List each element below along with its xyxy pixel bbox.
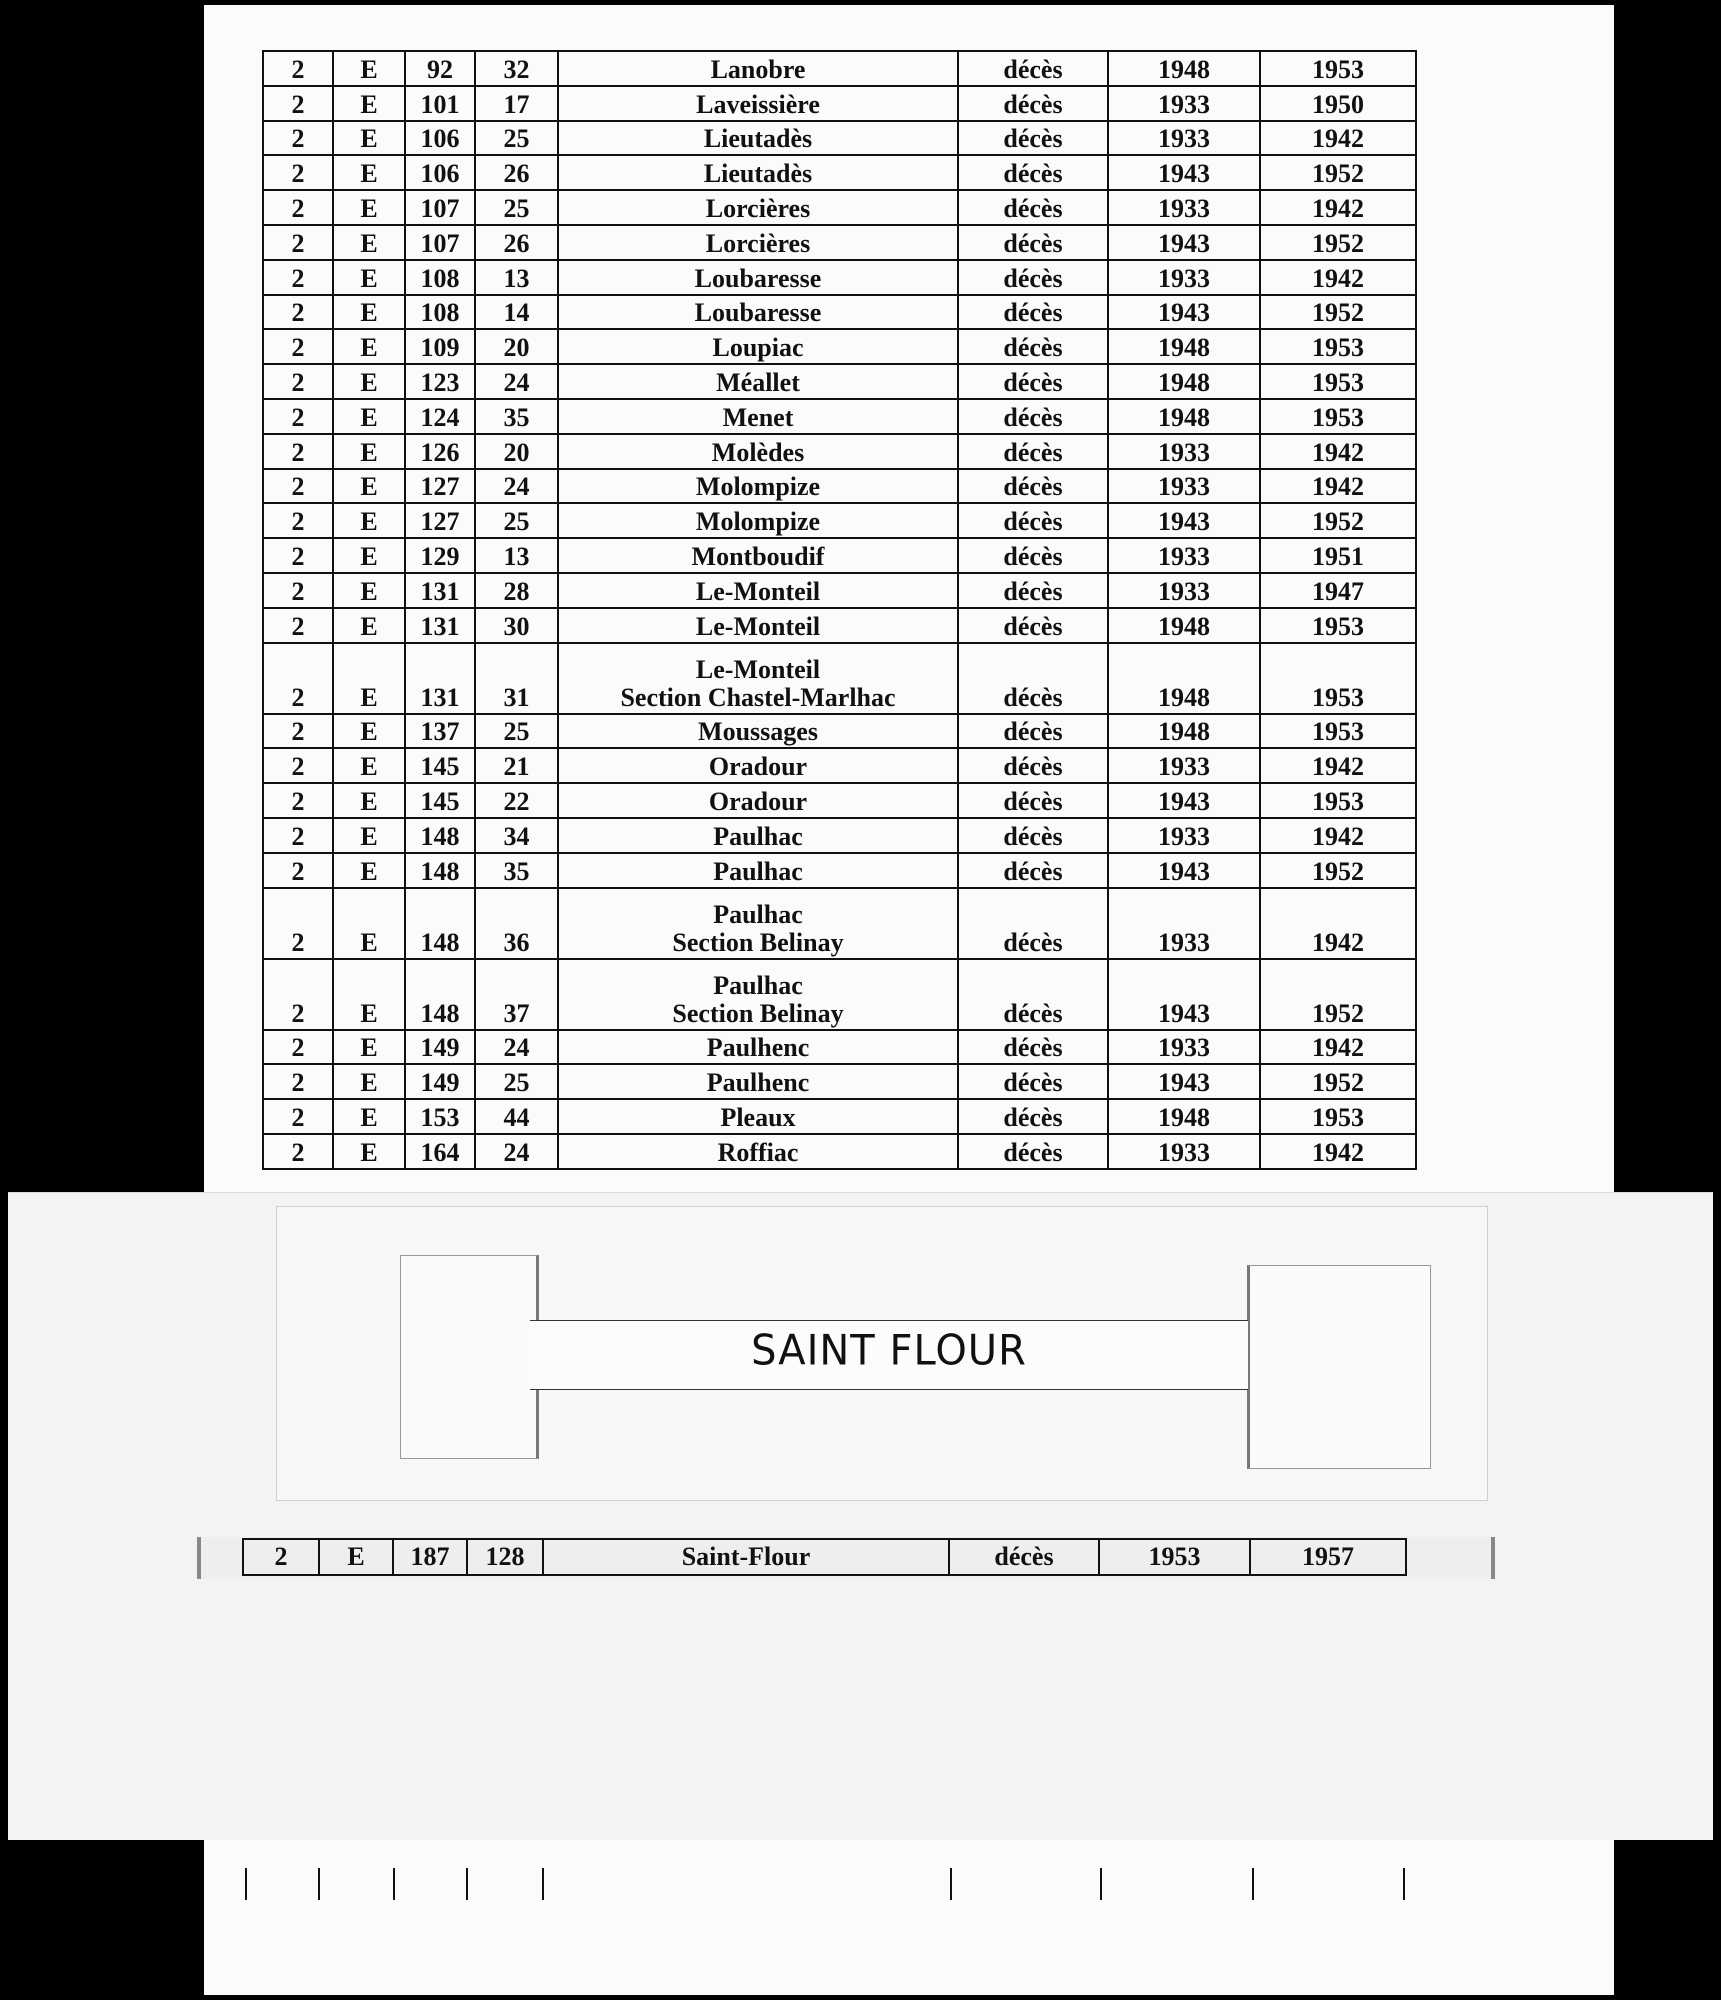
footer-table (242, 1538, 1407, 1576)
cell-volume: 30 (475, 608, 558, 643)
cell-number: 123 (405, 364, 475, 399)
cell-series: 2 (263, 748, 333, 783)
table-row (263, 818, 1416, 853)
cell-commune (558, 643, 958, 714)
cell-number: 149 (405, 1030, 475, 1065)
cell-type: décès (958, 295, 1108, 330)
cell-type: décès (958, 1064, 1108, 1099)
cell-number: 145 (405, 783, 475, 818)
cell-volume: 28 (475, 573, 558, 608)
divider-tab-left (400, 1255, 539, 1459)
register-table (262, 50, 1417, 1170)
cell-number: 145 (405, 748, 475, 783)
section-line: Section Belinay (672, 998, 844, 1028)
cell-type: décès (958, 399, 1108, 434)
cell-volume: 25 (475, 503, 558, 538)
cell-series: 2 (263, 1030, 333, 1065)
cell-volume: 26 (475, 225, 558, 260)
cell-commune: Lorcières (558, 190, 958, 225)
commune-line: Le-Monteil (695, 654, 821, 684)
cell-series: 2 (263, 643, 333, 714)
cell-volume: 36 (475, 888, 558, 959)
cell-year-to: 1952 (1260, 853, 1416, 888)
cell-year-to: 1953 (1260, 51, 1416, 86)
cell-volume: 31 (475, 643, 558, 714)
cell-year-from: 1948 (1108, 1099, 1260, 1134)
cell-year-to: 1952 (1260, 225, 1416, 260)
cell-letter: E (333, 155, 405, 190)
cell-year-from: 1933 (1108, 434, 1260, 469)
cell-type: décès (958, 818, 1108, 853)
cell-series: 2 (263, 853, 333, 888)
cell-letter: E (333, 260, 405, 295)
cell-volume: 25 (475, 1064, 558, 1099)
cell-year-to: 1942 (1260, 1030, 1416, 1065)
table-row (263, 748, 1416, 783)
cell-type: décès (958, 86, 1108, 121)
cell-volume: 13 (475, 260, 558, 295)
cell-year-to: 1953 (1260, 643, 1416, 714)
cell-type: décès (958, 748, 1108, 783)
cell-series: 2 (263, 783, 333, 818)
cell-year-to: 1952 (1260, 295, 1416, 330)
cell-year-from: 1943 (1108, 295, 1260, 330)
cell-type: décès (958, 469, 1108, 504)
cell-commune: Molompize (558, 503, 958, 538)
cell-year-to: 1942 (1260, 818, 1416, 853)
cell-type: décès (958, 434, 1108, 469)
column-tick (1403, 1868, 1405, 1900)
cell-number: 164 (405, 1134, 475, 1169)
cell-number: 108 (405, 295, 475, 330)
table-row (263, 714, 1416, 749)
cell-commune: Loupiac (558, 329, 958, 364)
cell-series: 2 (263, 888, 333, 959)
cell-year-from: 1943 (1108, 959, 1260, 1030)
cell-volume: 13 (475, 538, 558, 573)
cell-type: décès (958, 714, 1108, 749)
cell-year-from: 1943 (1108, 503, 1260, 538)
cell-volume: 25 (475, 190, 558, 225)
cell-letter: E (333, 503, 405, 538)
cell-year-from: 1933 (1108, 469, 1260, 504)
table-row (263, 959, 1416, 1030)
cell-year-from: 1933 (1108, 748, 1260, 783)
cell-letter: E (333, 1064, 405, 1099)
cell-number: 92 (405, 51, 475, 86)
cell-number: 131 (405, 608, 475, 643)
cell-type: décès (958, 853, 1108, 888)
cell-year-to: 1953 (1260, 1099, 1416, 1134)
cell-volume: 25 (475, 714, 558, 749)
column-tick (1100, 1868, 1102, 1900)
cell-letter: E (333, 295, 405, 330)
table-row (263, 469, 1416, 504)
cell-volume: 17 (475, 86, 558, 121)
table-row (263, 1099, 1416, 1134)
cell-letter: E (333, 1099, 405, 1134)
cell-year-from: 1943 (1108, 225, 1260, 260)
table-row (263, 155, 1416, 190)
cell-number: 131 (405, 643, 475, 714)
cell-year-to: 1953 (1260, 714, 1416, 749)
cell-volume: 35 (475, 399, 558, 434)
cell-letter: E (333, 783, 405, 818)
cell-series: 2 (263, 399, 333, 434)
cell-year-to: 1952 (1260, 503, 1416, 538)
column-tick (245, 1868, 247, 1900)
cell-series: 2 (263, 469, 333, 504)
section-line: Section Chastel-Marlhac (620, 682, 896, 712)
cell-number: 124 (405, 399, 475, 434)
table-row (263, 399, 1416, 434)
cell-letter: E (333, 853, 405, 888)
cell-series: 2 (263, 51, 333, 86)
cell-letter: E (333, 714, 405, 749)
table-row (263, 573, 1416, 608)
cell-number: 148 (405, 959, 475, 1030)
cell-commune (558, 959, 958, 1030)
cell-series: 2 (263, 434, 333, 469)
cell-year-to: 1957 (1250, 1539, 1406, 1575)
cell-year-from: 1933 (1108, 1030, 1260, 1065)
table-row (263, 853, 1416, 888)
cell-commune: Lorcières (558, 225, 958, 260)
cell-volume: 24 (475, 364, 558, 399)
cell-type: décès (958, 503, 1108, 538)
cell-year-to: 1952 (1260, 155, 1416, 190)
cell-commune: Oradour (558, 748, 958, 783)
cell-commune: Roffiac (558, 1134, 958, 1169)
cell-year-to: 1942 (1260, 1134, 1416, 1169)
cell-letter: E (333, 1134, 405, 1169)
cell-year-to: 1942 (1260, 469, 1416, 504)
cell-letter: E (333, 748, 405, 783)
cell-number: 137 (405, 714, 475, 749)
cell-year-from: 1948 (1108, 329, 1260, 364)
cell-commune: Laveissière (558, 86, 958, 121)
column-tick (1252, 1868, 1254, 1900)
cell-volume: 20 (475, 329, 558, 364)
cell-year-from: 1948 (1108, 51, 1260, 86)
cell-letter: E (333, 434, 405, 469)
cell-volume: 26 (475, 155, 558, 190)
cell-series: 2 (263, 608, 333, 643)
cell-commune: Paulhenc (558, 1064, 958, 1099)
cell-year-to: 1942 (1260, 260, 1416, 295)
table-row (263, 1134, 1416, 1169)
table-row (263, 538, 1416, 573)
cell-number: 148 (405, 888, 475, 959)
cell-year-to: 1953 (1260, 364, 1416, 399)
cell-volume: 14 (475, 295, 558, 330)
table-row (263, 643, 1416, 714)
cell-series: 2 (263, 1064, 333, 1099)
table-row (263, 364, 1416, 399)
cell-letter: E (333, 51, 405, 86)
cell-letter: E (333, 538, 405, 573)
cell-volume: 35 (475, 853, 558, 888)
cell-number: 153 (405, 1099, 475, 1134)
cell-letter: E (333, 573, 405, 608)
column-tick (318, 1868, 320, 1900)
cell-type: décès (958, 538, 1108, 573)
cell-letter: E (333, 643, 405, 714)
cell-year-from: 1943 (1108, 853, 1260, 888)
cell-number: 101 (405, 86, 475, 121)
cell-year-from: 1933 (1108, 260, 1260, 295)
table-row (263, 434, 1416, 469)
cell-number: 131 (405, 573, 475, 608)
cell-volume: 20 (475, 434, 558, 469)
cell-year-from: 1948 (1108, 643, 1260, 714)
cell-series: 2 (263, 190, 333, 225)
cell-commune: Molèdes (558, 434, 958, 469)
cell-year-to: 1942 (1260, 121, 1416, 156)
cell-year-to: 1953 (1260, 399, 1416, 434)
cell-volume: 34 (475, 818, 558, 853)
cell-series: 2 (263, 573, 333, 608)
register-body (263, 51, 1416, 1169)
cell-letter: E (333, 399, 405, 434)
table-row (263, 608, 1416, 643)
table-row (263, 260, 1416, 295)
cell-commune: Menet (558, 399, 958, 434)
table-row (263, 503, 1416, 538)
cell-number: 127 (405, 469, 475, 504)
cell-series: 2 (263, 121, 333, 156)
column-tick (542, 1868, 544, 1900)
cell-type: décès (958, 51, 1108, 86)
cell-year-to: 1953 (1260, 329, 1416, 364)
cell-type: décès (958, 1099, 1108, 1134)
cell-letter: E (333, 364, 405, 399)
cell-type: décès (958, 573, 1108, 608)
cell-type: décès (958, 260, 1108, 295)
table-row (263, 888, 1416, 959)
cell-year-to: 1942 (1260, 748, 1416, 783)
cell-year-to: 1951 (1260, 538, 1416, 573)
cell-letter: E (333, 1030, 405, 1065)
table-row (263, 1030, 1416, 1065)
table-row (263, 51, 1416, 86)
cell-commune: Paulhac (558, 853, 958, 888)
cell-letter: E (333, 608, 405, 643)
cell-volume: 25 (475, 121, 558, 156)
cell-volume: 24 (475, 1030, 558, 1065)
cell-number: 148 (405, 818, 475, 853)
cell-series: 2 (263, 155, 333, 190)
cell-series: 2 (263, 818, 333, 853)
cell-series: 2 (243, 1539, 319, 1575)
cell-type: décès (958, 190, 1108, 225)
cell-type: décès (958, 155, 1108, 190)
cell-commune: Lanobre (558, 51, 958, 86)
cell-number: 126 (405, 434, 475, 469)
cell-number: 127 (405, 503, 475, 538)
cell-letter: E (333, 329, 405, 364)
cell-year-from: 1933 (1108, 86, 1260, 121)
cell-year-from: 1933 (1108, 121, 1260, 156)
cell-letter: E (333, 225, 405, 260)
cell-commune: Saint-Flour (543, 1539, 949, 1575)
cell-number: 149 (405, 1064, 475, 1099)
cell-year-from: 1933 (1108, 818, 1260, 853)
cell-volume: 24 (475, 469, 558, 504)
commune-line: Paulhac (713, 970, 803, 1000)
table-row (263, 121, 1416, 156)
cell-number: 106 (405, 155, 475, 190)
cell-commune: Oradour (558, 783, 958, 818)
cell-type: décès (958, 783, 1108, 818)
cell-volume: 44 (475, 1099, 558, 1134)
cell-year-to: 1952 (1260, 959, 1416, 1030)
cell-letter: E (333, 469, 405, 504)
cell-year-from: 1953 (1099, 1539, 1250, 1575)
cell-number: 108 (405, 260, 475, 295)
cell-year-from: 1948 (1108, 399, 1260, 434)
cell-type: décès (958, 1030, 1108, 1065)
cell-letter: E (333, 818, 405, 853)
cell-volume: 32 (475, 51, 558, 86)
cell-letter: E (333, 86, 405, 121)
cell-series: 2 (263, 1134, 333, 1169)
cell-year-from: 1948 (1108, 608, 1260, 643)
cell-series: 2 (263, 714, 333, 749)
cell-type: décès (958, 364, 1108, 399)
column-tick (466, 1868, 468, 1900)
cell-commune: Paulhac (558, 818, 958, 853)
cell-type: décès (958, 888, 1108, 959)
cell-number: 148 (405, 853, 475, 888)
cell-year-to: 1942 (1260, 190, 1416, 225)
cell-volume: 22 (475, 783, 558, 818)
cell-letter: E (333, 190, 405, 225)
cell-commune: Molompize (558, 469, 958, 504)
cell-commune: Méallet (558, 364, 958, 399)
table-row (243, 1539, 1406, 1575)
cell-letter: E (333, 959, 405, 1030)
cell-year-to: 1947 (1260, 573, 1416, 608)
cell-commune: Le-Monteil (558, 573, 958, 608)
cell-year-from: 1933 (1108, 573, 1260, 608)
cell-year-to: 1942 (1260, 434, 1416, 469)
divider-label: SAINT FLOUR (751, 1326, 1027, 1376)
cell-letter: E (333, 888, 405, 959)
cell-series: 2 (263, 86, 333, 121)
cell-number: 107 (405, 225, 475, 260)
cell-commune: Le-Monteil (558, 608, 958, 643)
table-row (263, 1064, 1416, 1099)
cell-type: décès (958, 643, 1108, 714)
divider-tab-right (1247, 1265, 1431, 1469)
column-tick (393, 1868, 395, 1900)
table-row (263, 783, 1416, 818)
cell-commune: Lieutadès (558, 121, 958, 156)
cell-year-from: 1933 (1108, 888, 1260, 959)
cell-number: 129 (405, 538, 475, 573)
cell-number: 106 (405, 121, 475, 156)
cell-series: 2 (263, 329, 333, 364)
cell-commune: Montboudif (558, 538, 958, 573)
table-row (263, 86, 1416, 121)
cell-series: 2 (263, 503, 333, 538)
cell-year-to: 1942 (1260, 888, 1416, 959)
cell-commune: Paulhenc (558, 1030, 958, 1065)
cell-year-from: 1948 (1108, 714, 1260, 749)
cell-series: 2 (263, 1099, 333, 1134)
cell-volume: 128 (467, 1539, 543, 1575)
cell-year-to: 1953 (1260, 783, 1416, 818)
cell-commune (558, 888, 958, 959)
section-line: Section Belinay (672, 927, 844, 957)
cell-type: décès (949, 1539, 1099, 1575)
cell-type: décès (958, 225, 1108, 260)
cell-commune: Pleaux (558, 1099, 958, 1134)
cell-year-to: 1952 (1260, 1064, 1416, 1099)
cell-letter: E (319, 1539, 393, 1575)
cell-number: 187 (393, 1539, 467, 1575)
cell-series: 2 (263, 959, 333, 1030)
commune-line: Paulhac (713, 899, 803, 929)
cell-year-from: 1943 (1108, 155, 1260, 190)
cell-year-from: 1933 (1108, 190, 1260, 225)
cell-year-from: 1933 (1108, 1134, 1260, 1169)
cell-series: 2 (263, 260, 333, 295)
table-row (263, 329, 1416, 364)
cell-year-from: 1943 (1108, 1064, 1260, 1099)
cell-type: décès (958, 959, 1108, 1030)
cell-type: décès (958, 329, 1108, 364)
cell-number: 109 (405, 329, 475, 364)
column-tick (950, 1868, 952, 1900)
cell-commune: Moussages (558, 714, 958, 749)
cell-number: 107 (405, 190, 475, 225)
table-row (263, 190, 1416, 225)
cell-series: 2 (263, 538, 333, 573)
cell-series: 2 (263, 364, 333, 399)
cell-year-from: 1943 (1108, 783, 1260, 818)
cell-volume: 24 (475, 1134, 558, 1169)
cell-volume: 21 (475, 748, 558, 783)
cell-letter: E (333, 121, 405, 156)
cell-commune: Loubaresse (558, 260, 958, 295)
cell-type: décès (958, 121, 1108, 156)
cell-commune: Loubaresse (558, 295, 958, 330)
cell-commune: Lieutadès (558, 155, 958, 190)
cell-type: décès (958, 608, 1108, 643)
cell-type: décès (958, 1134, 1108, 1169)
cell-year-from: 1933 (1108, 538, 1260, 573)
table-row (263, 295, 1416, 330)
cell-series: 2 (263, 225, 333, 260)
cell-year-to: 1950 (1260, 86, 1416, 121)
cell-series: 2 (263, 295, 333, 330)
cell-volume: 37 (475, 959, 558, 1030)
cell-year-to: 1953 (1260, 608, 1416, 643)
table-row (263, 225, 1416, 260)
cell-year-from: 1948 (1108, 364, 1260, 399)
